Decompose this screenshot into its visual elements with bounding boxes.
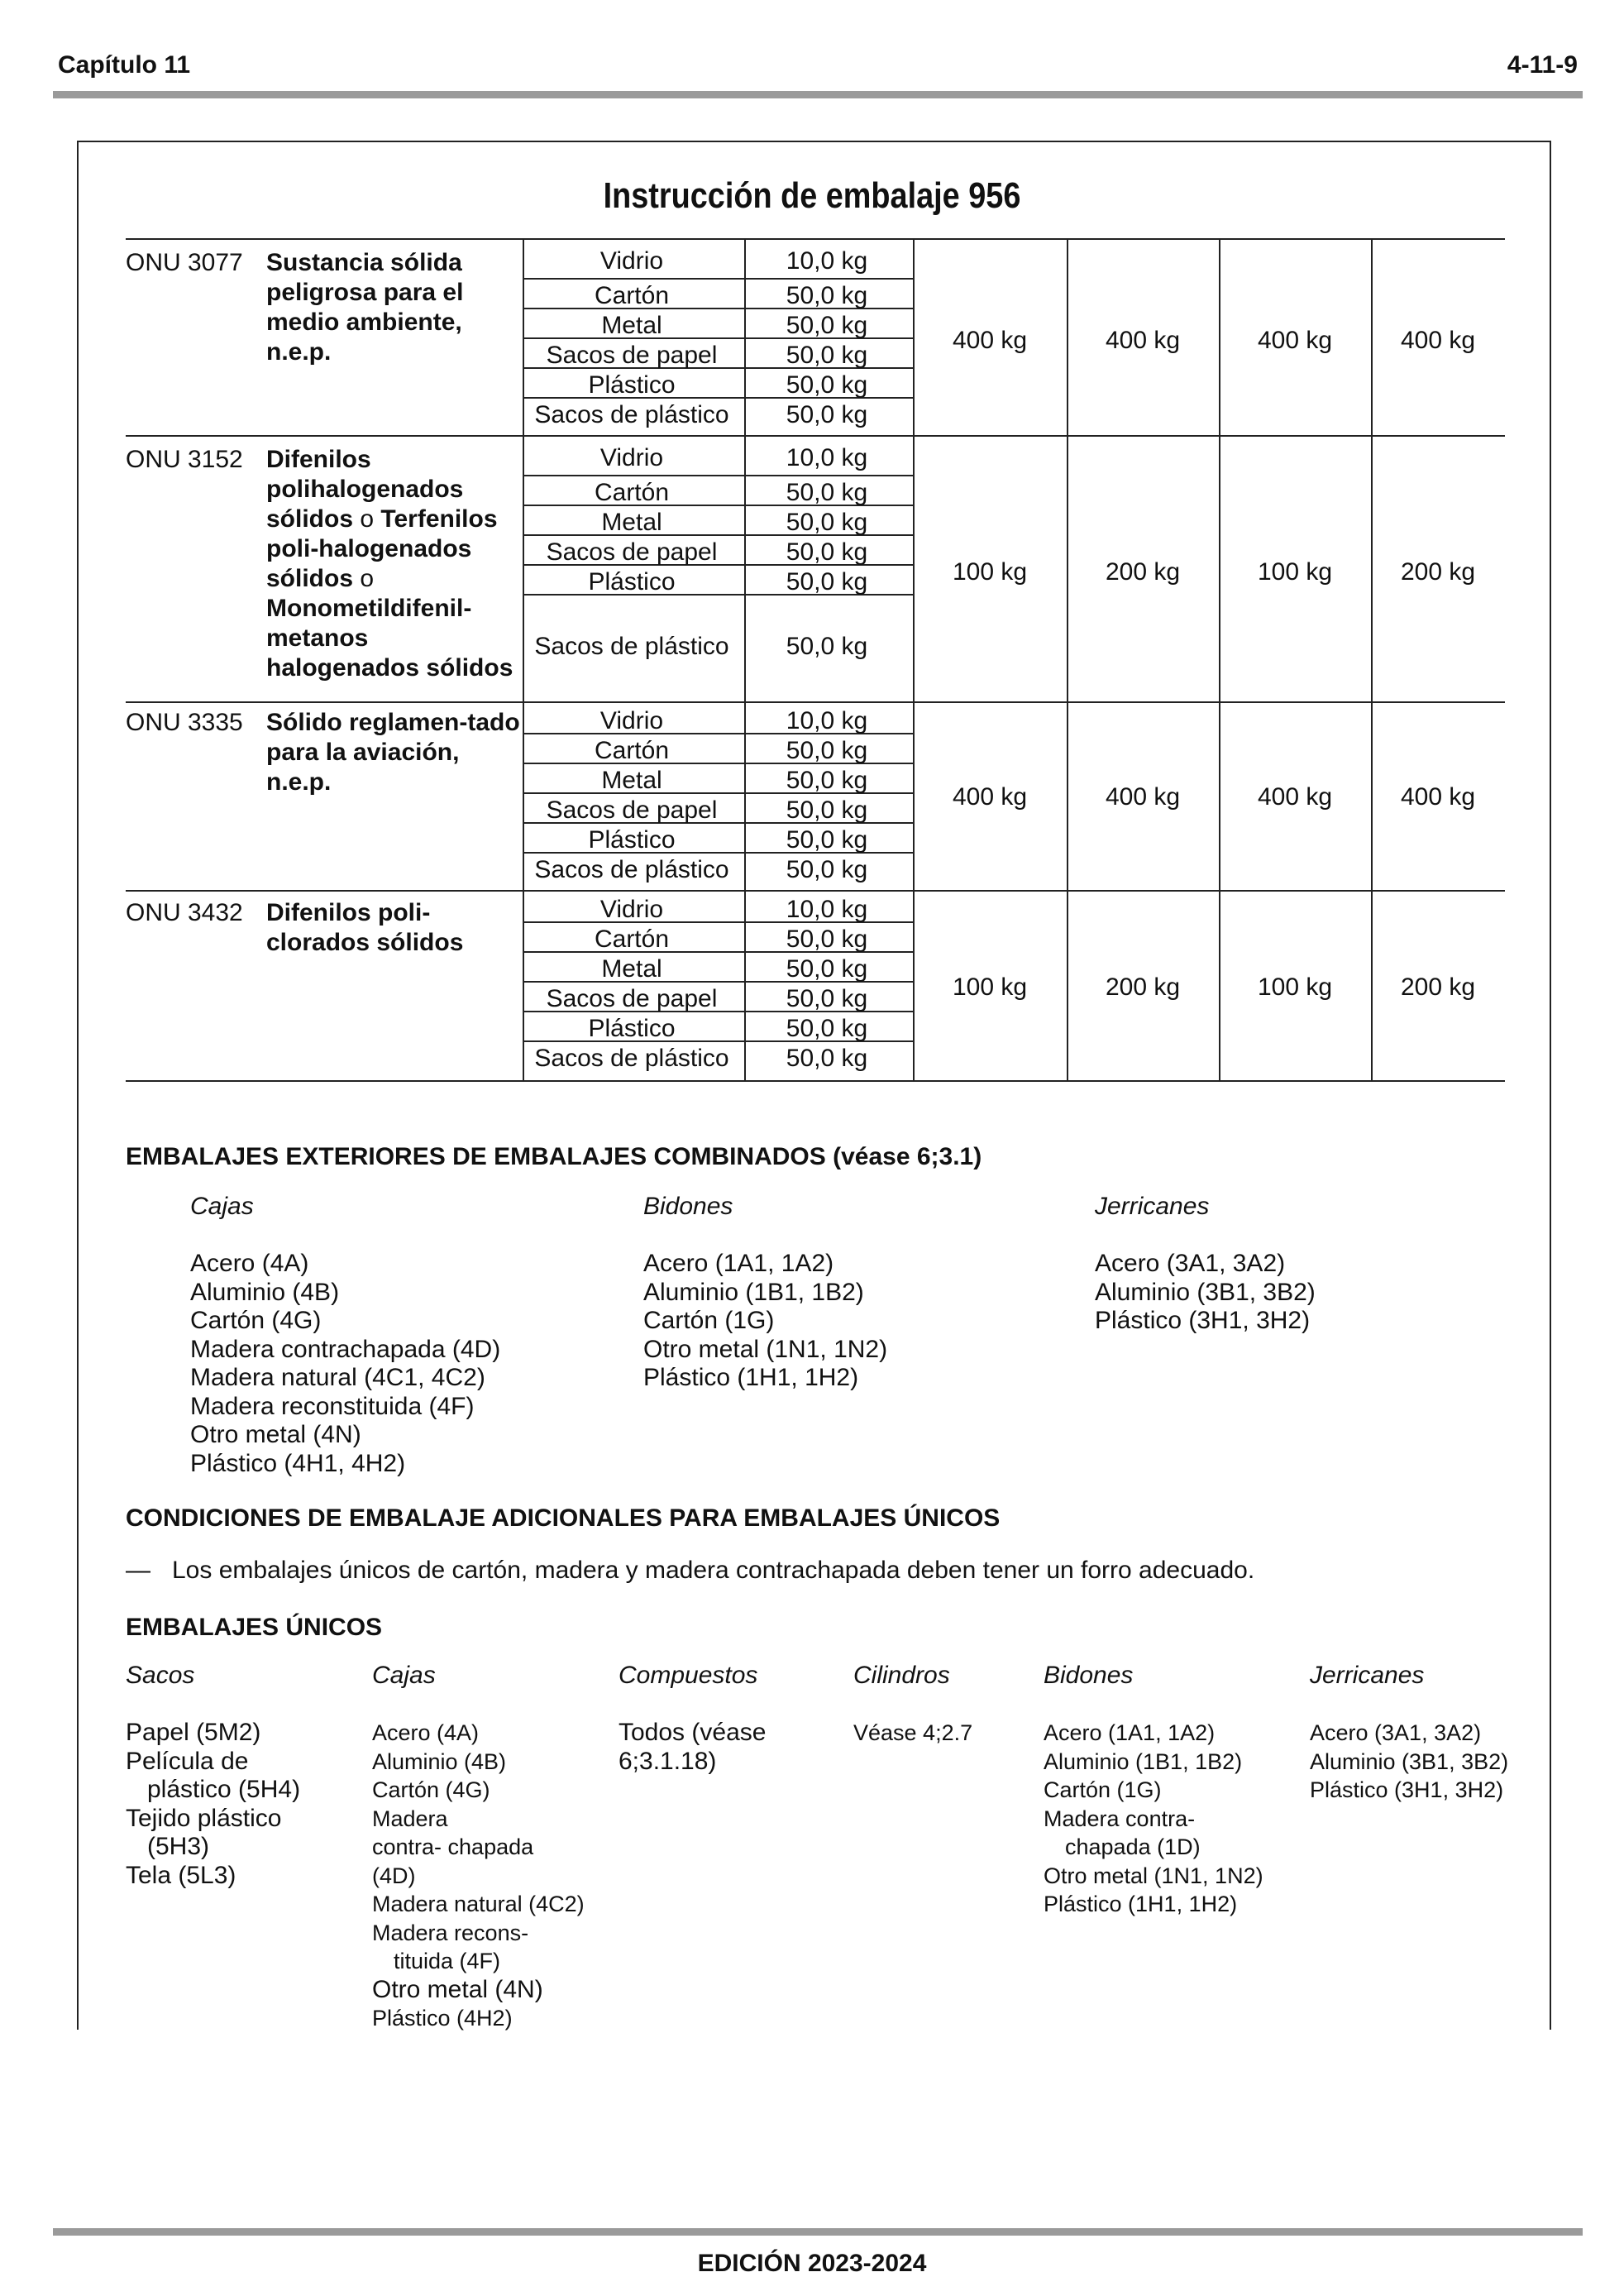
outer-jerricanes-list [1095, 1250, 1316, 1336]
list-item: Véase 4;2.7 [853, 1720, 973, 1745]
single-cilindros-list [853, 1719, 972, 1748]
material-quantity: 50,0 kg [786, 1015, 868, 1042]
list-item: Aluminio (1B1, 1B2) [1044, 1748, 1243, 1774]
material-type: Sacos de plástico [534, 1045, 729, 1072]
material-quantity: 50,0 kg [786, 796, 868, 824]
material-type: Sacos de plástico [534, 856, 729, 883]
single-cilindros-title: Cilindros [853, 1662, 950, 1689]
list-item: Madera natural (4C2) [372, 1892, 585, 1916]
outer-jerricanes-title: Jerricanes [1095, 1193, 1210, 1220]
list-item: Otro metal (1N1, 1N2) [643, 1335, 888, 1363]
list-item: Acero (4A) [190, 1250, 309, 1277]
list-item: Plástico (3H1, 3H2) [1310, 1777, 1504, 1802]
single-compuestos-list [619, 1719, 766, 1776]
material-quantity: 50,0 kg [786, 401, 868, 428]
material-type: Sacos de plástico [534, 633, 729, 660]
substance-name-part: o [353, 505, 381, 533]
list-item: contra- chapada [372, 1834, 534, 1859]
material-col-rule [913, 238, 915, 435]
material-col-rule [913, 435, 915, 701]
list-item: Plástico (1H1, 1H2) [643, 1364, 859, 1391]
material-row-rule [523, 278, 913, 280]
un-number: ONU 3077 [126, 249, 243, 276]
single-sacos-title: Sacos [126, 1662, 195, 1689]
material-type: Cartón [594, 737, 670, 764]
material-type: Metal [601, 767, 662, 794]
un-number: ONU 3432 [126, 899, 243, 926]
header-rule [53, 91, 1583, 98]
material-quantity: 50,0 kg [786, 282, 868, 309]
material-type: Cartón [594, 282, 670, 309]
page-title: Instrucción de embalaje 956 [603, 175, 1021, 216]
list-item: Madera reconstituida (4F) [190, 1392, 475, 1420]
un-number: ONU 3152 [126, 446, 243, 473]
material-type: Sacos de papel [546, 796, 718, 824]
material-type: Plástico [588, 1015, 676, 1042]
quantity-limit: 400 kg [1400, 783, 1476, 811]
limit-col-rule [1067, 890, 1068, 1080]
substance-name-part: Difenilos polihalogenados sólidos [266, 446, 464, 533]
material-type: Cartón [594, 479, 670, 506]
material-quantity: 50,0 kg [786, 737, 868, 764]
list-item: (4D) [372, 1863, 416, 1888]
block-bottom-rule [126, 701, 1505, 703]
footer-rule [53, 2228, 1583, 2236]
frame-top [77, 141, 1551, 142]
list-item: Aluminio (4B) [190, 1278, 340, 1306]
un-number: ONU 3335 [126, 709, 243, 736]
material-quantity: 50,0 kg [786, 538, 868, 566]
list-item: (5H3) [147, 1833, 210, 1860]
list-item: Aluminio (3B1, 3B2) [1310, 1748, 1509, 1774]
limit-col-rule [1219, 701, 1220, 890]
material-type: Sacos de papel [546, 342, 718, 369]
material-type: Sacos de papel [546, 538, 718, 566]
block-bottom-rule [126, 890, 1505, 892]
material-quantity: 10,0 kg [786, 707, 868, 734]
list-item: Tejido plástico [126, 1804, 282, 1832]
quantity-limit: 400 kg [952, 783, 1028, 811]
material-type: Metal [601, 955, 662, 983]
edition-label: EDICIÓN 2023-2024 [697, 2250, 927, 2277]
list-item: Papel (5M2) [126, 1719, 261, 1746]
outer-heading: EMBALAJES EXTERIORES DE EMBALAJES COMBINADOS (véase 6;3.1) [126, 1143, 982, 1170]
block-bottom-rule [126, 1080, 1505, 1082]
list-item: Otro metal (4N) [190, 1421, 361, 1448]
quantity-limit: 400 kg [1105, 327, 1181, 354]
material-quantity: 50,0 kg [786, 1045, 868, 1072]
single-cajas-list [372, 1719, 585, 2033]
list-item: Aluminio (3B1, 3B2) [1095, 1278, 1316, 1306]
quantity-limit: 400 kg [952, 327, 1028, 354]
limit-col-rule [1371, 701, 1373, 890]
substance-name: Difenilos poli-clorados sólidos [266, 899, 464, 956]
table-top-rule [126, 238, 1505, 240]
material-type: Sacos de papel [546, 985, 718, 1012]
block-bottom-rule [126, 435, 1505, 437]
list-item: Madera contra- [1044, 1806, 1196, 1831]
list-item: 6;3.1.18) [619, 1747, 717, 1775]
material-type: Vidrio [599, 444, 664, 471]
material-quantity: 50,0 kg [786, 342, 868, 369]
material-quantity: 50,0 kg [786, 926, 868, 953]
list-item: Madera natural (4C1, 4C2) [190, 1364, 485, 1391]
limit-col-rule [1219, 238, 1220, 435]
outer-cajas-title: Cajas [190, 1193, 254, 1220]
material-quantity: 50,0 kg [786, 371, 868, 399]
single-bidones-title: Bidones [1044, 1662, 1134, 1689]
material-type: Metal [601, 509, 662, 536]
material-quantity: 50,0 kg [786, 856, 868, 883]
quantity-limit: 100 kg [1257, 973, 1333, 1001]
page-number: 4-11-9 [1507, 51, 1578, 79]
list-item: Plástico (4H1, 4H2) [190, 1449, 406, 1477]
quantity-limit: 100 kg [952, 973, 1028, 1001]
limit-col-rule [1219, 435, 1220, 701]
quantity-limit: 400 kg [1105, 783, 1181, 811]
limit-col-rule [1371, 890, 1373, 1080]
list-item: Madera contrachapada (4D) [190, 1335, 501, 1363]
single-jerricanes-list [1310, 1719, 1508, 1805]
quantity-limit: 400 kg [1400, 327, 1476, 354]
frame-right [1550, 141, 1551, 2030]
quantity-limit: 200 kg [1400, 973, 1476, 1001]
material-col-rule [913, 701, 915, 890]
single-heading: EMBALAJES ÚNICOS [126, 1614, 383, 1641]
outer-bidones-title: Bidones [643, 1193, 733, 1220]
list-item: Aluminio (1B1, 1B2) [643, 1278, 864, 1306]
material-quantity: 50,0 kg [786, 767, 868, 794]
material-type: Vidrio [599, 896, 664, 923]
quantity-limit: 100 kg [952, 558, 1028, 586]
single-bidones-list [1044, 1719, 1263, 1919]
chapter-label: Capítulo 11 [58, 51, 191, 79]
list-item: Madera recons- [372, 1920, 529, 1945]
quantity-limit: 400 kg [1257, 327, 1333, 354]
list-item: Acero (1A1, 1A2) [643, 1250, 834, 1277]
limit-col-rule [1371, 435, 1373, 701]
material-type: Plástico [588, 568, 676, 596]
material-type: Plástico [588, 826, 676, 854]
list-item: Madera [372, 1806, 448, 1831]
quantity-limit: 400 kg [1257, 783, 1333, 811]
frame-left [77, 141, 79, 2030]
conditions-heading: CONDICIONES DE EMBALAJE ADICIONALES PARA EMBALAJES ÚNICOS [126, 1504, 1001, 1532]
list-item: Cartón (4G) [372, 1777, 490, 1802]
single-sacos-list [126, 1719, 300, 1890]
material-quantity: 50,0 kg [786, 479, 868, 506]
material-quantity: 50,0 kg [786, 312, 868, 339]
substance-name: Sustancia sólida peligrosa para el medio ambiente, n.e.p. [266, 249, 464, 366]
list-item: Otro metal (1N1, 1N2) [1044, 1863, 1263, 1888]
outer-cajas-list [190, 1250, 500, 1478]
quantity-limit: 200 kg [1105, 558, 1181, 586]
list-item: Tela (5L3) [126, 1861, 236, 1889]
material-quantity: 10,0 kg [786, 444, 868, 471]
substance-name-part: o [353, 565, 375, 592]
material-quantity: 10,0 kg [786, 247, 868, 275]
limit-col-rule [1067, 435, 1068, 701]
list-item: Otro metal (4N) [372, 1975, 543, 2003]
list-item: tituida (4F) [394, 1949, 501, 1973]
material-quantity: 50,0 kg [786, 826, 868, 854]
limit-col-rule [1371, 238, 1373, 435]
material-type: Vidrio [599, 247, 664, 275]
list-item: Aluminio (4B) [372, 1748, 507, 1774]
list-item: Cartón (1G) [1044, 1777, 1162, 1802]
single-cajas-title: Cajas [372, 1662, 436, 1689]
material-type: Vidrio [599, 707, 664, 734]
list-item: Plástico (4H2) [372, 2006, 513, 2031]
conditions-dash: — [126, 1557, 150, 1584]
quantity-limit: 200 kg [1400, 558, 1476, 586]
material-type: Cartón [594, 926, 670, 953]
list-item: Acero (3A1, 3A2) [1095, 1250, 1286, 1277]
substance-name: Sólido reglamen-tado para la aviación, n.e.p. [266, 709, 520, 796]
material-quantity: 50,0 kg [786, 955, 868, 983]
substance-name-part: Monometildifenil-metanos halogenados sólidos [266, 595, 513, 682]
limit-col-rule [1067, 238, 1068, 435]
list-item: Cartón (1G) [643, 1307, 775, 1334]
list-item: Plástico (1H1, 1H2) [1044, 1892, 1238, 1916]
list-item: chapada (1D) [1065, 1834, 1201, 1859]
substance-name [266, 445, 523, 683]
list-item: Todos (véase [619, 1719, 767, 1746]
list-item: Plástico (3H1, 3H2) [1095, 1307, 1311, 1334]
limit-col-rule [1067, 701, 1068, 890]
material-col-rule [913, 890, 915, 1080]
material-row-rule [523, 475, 913, 476]
single-compuestos-title: Compuestos [619, 1662, 758, 1689]
material-quantity: 50,0 kg [786, 633, 868, 660]
material-type: Plástico [588, 371, 676, 399]
material-type: Sacos de plástico [534, 401, 729, 428]
material-quantity: 50,0 kg [786, 509, 868, 536]
material-quantity: 10,0 kg [786, 896, 868, 923]
list-item: Acero (1A1, 1A2) [1044, 1720, 1216, 1745]
outer-bidones-list [643, 1250, 887, 1393]
list-item: Cartón (4G) [190, 1307, 322, 1334]
material-quantity: 50,0 kg [786, 985, 868, 1012]
conditions-text: Los embalajes únicos de cartón, madera y madera contrachapada deben tener un forro adecuado. [172, 1557, 1255, 1584]
material-quantity: 50,0 kg [786, 568, 868, 596]
limit-col-rule [1219, 890, 1220, 1080]
list-item: Película de [126, 1747, 249, 1775]
list-item: Acero (4A) [372, 1720, 480, 1745]
material-type: Metal [601, 312, 662, 339]
quantity-limit: 100 kg [1257, 558, 1333, 586]
substance-name-part: Terfenilos poli-halogenados sólidos [266, 505, 498, 592]
single-jerricanes-title: Jerricanes [1310, 1662, 1425, 1689]
list-item: plástico (5H4) [147, 1776, 301, 1803]
list-item: Acero (3A1, 3A2) [1310, 1720, 1482, 1745]
quantity-limit: 200 kg [1105, 973, 1181, 1001]
